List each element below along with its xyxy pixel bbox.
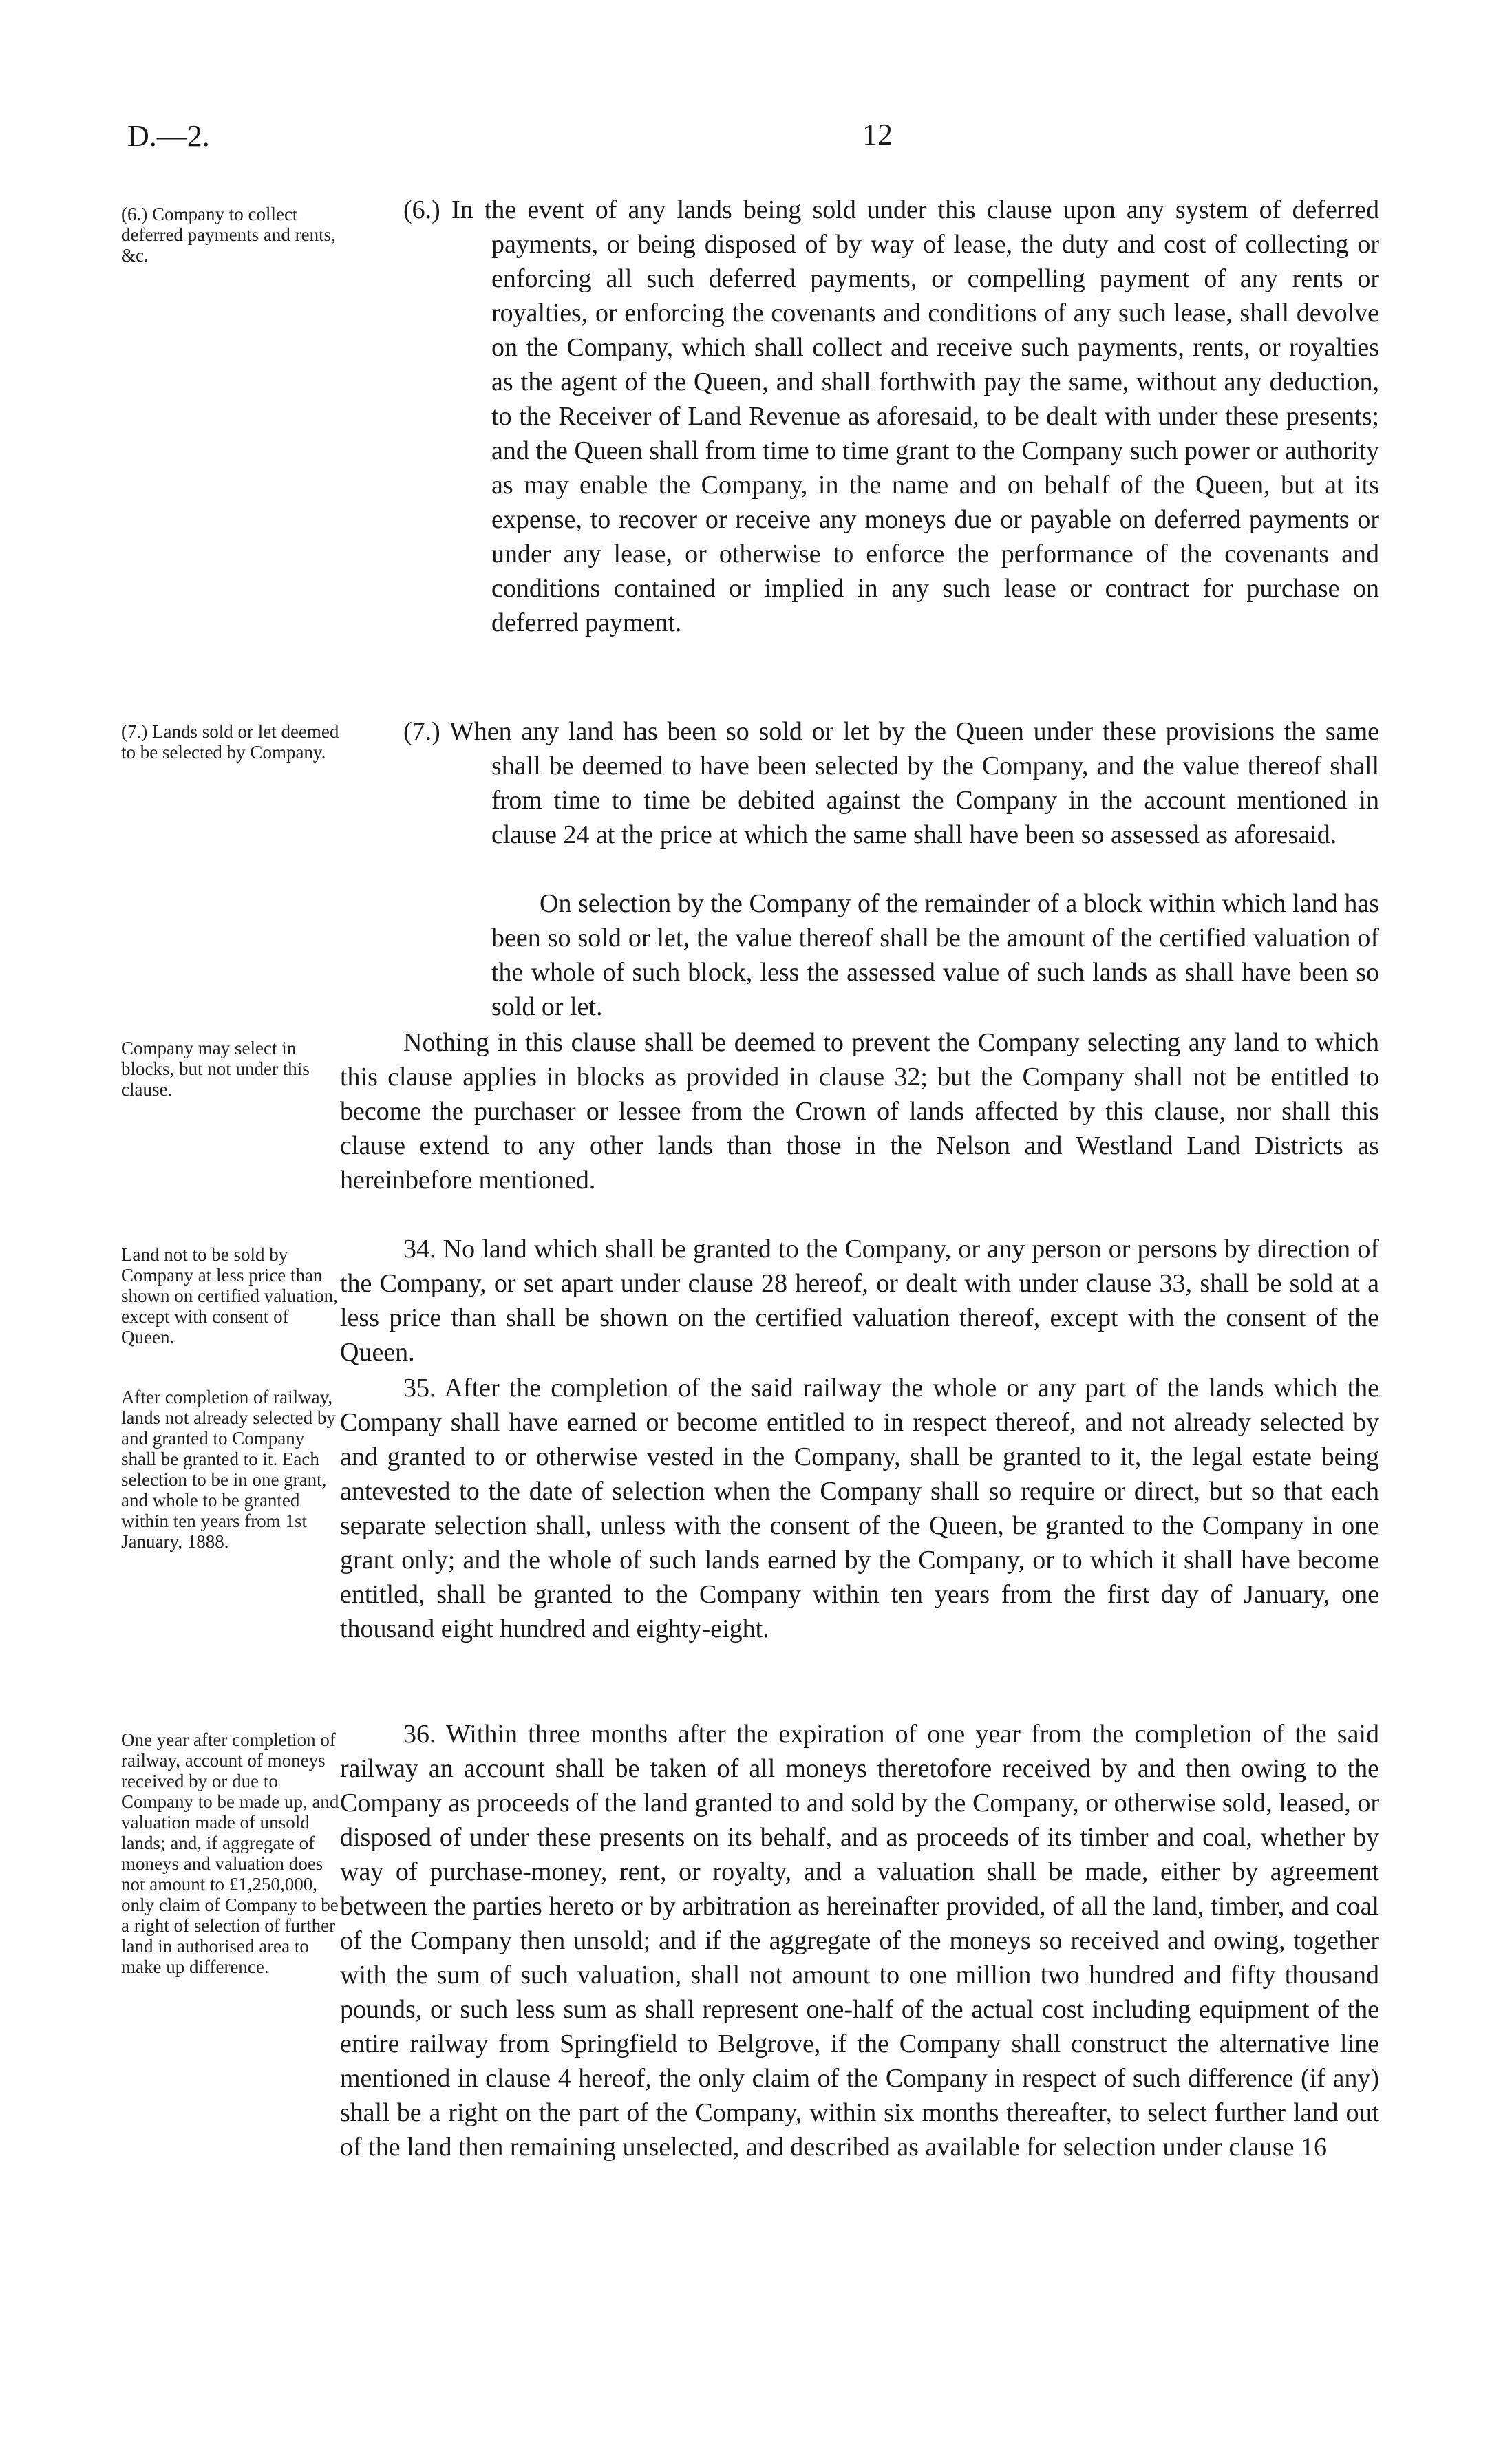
margin-note: Land not to be sold by Company at less price than shown on certified valuation, except with consent of Queen. — [121, 1244, 338, 1347]
clause-paragraph: 34. No land which shall be granted to the Company, or any person or persons by direction of the Company, or set apart under clause 28 hereof, or dealt with under clause 33, shall be sold at a less price than shall be shown on the certified valuation thereof, except with the consent of the Queen. — [340, 1235, 1379, 1367]
clause-paragraph: (6.) In the event of any lands being sold under this clause upon any system of deferred payments, or being disposed of by way of lease, the duty and cost of collecting or enforcing all such deferred payments, or compelling payment of any rents or royalties, or enforcing the covenants and conditions of any such lease, shall devolve on the Company, which shall collect and receive such payments, rents, or royalties as the agent of the Queen, and shall forthwith pay the same, without any deduction, to the Receiver of Land Revenue as aforesaid, to be dealt with under these presents; and the Queen shall from time to time grant to the Company such power or authority as may enable the Company, in the name and on behalf of the Queen, but at its expense, to recover or receive any moneys due or payable on deferred payments or under any lease, or otherwise to enforce the performance of the covenants and conditions contained or implied in any such lease or contract for purchase on deferred payment. — [403, 195, 1379, 637]
clause-paragraph: 36. Within three months after the expiration of one year from the completion of the said railway an account shall be taken of all moneys theretofore received by and then owing to the Company as proceeds of the land granted to and sold by the Company, or otherwise sold, leased, or disposed of under these presents on its behalf, and as proceeds of its timber and coal, whether by way of purchase-money, rent, or royalty, and a valuation shall be made, either by agreement between the parties hereto or by arbitration as hereinafter provided, of all the land, timber, and coal of the Company then unsold; and if the aggregate of the moneys so received and owing, together with the sum of such valuation, shall not amount to one million two hundred and fifty thousand pounds, or such less sum as shall represent one-half of the actual cost including equipment of the entire railway from Springfield to Belgrove, if the Company shall construct the alternative line mentioned in clause 4 hereof, the only claim of the Company in respect of such difference (if any) shall be a right on the part of the Company, within six months thereafter, to select further land out of the land then remaining unselected, and described as available for selection under clause 16 — [340, 1720, 1379, 2162]
page-number: 12 — [862, 118, 893, 151]
margin-note: One year after completion of railway, account of moneys received by or due to Company to be made up, and valuation made of unsold lands; and, if aggregate of moneys and valuation does not amount to £1,250,000, only claim of Company to be a right of selection of further land in authorised area to make up difference. — [121, 1729, 339, 1977]
margin-note: After completion of railway, lands not already selected by and granted to Company shall be granted to it. Each selection to be in one grant, and whole to be granted within ten years from 1st January, 1888. — [121, 1387, 336, 1552]
document-reference: D.—2. — [127, 119, 210, 153]
clause-paragraph: (7.) When any land has been so sold or let by the Queen under these provisions the same shall be deemed to have been selected by the Company, and the value thereof shall from time to time be debited against the Company in the account mentioned in clause 24 at the price at which the same shall have been so assessed as aforesaid. — [403, 717, 1379, 849]
clause-paragraph: On selection by the Company of the remainder of a block within which land has been so sold or let, the value thereof shall be the amount of the certified valuation of the whole of such block, less the assessed value of such lands as shall have been so sold or let. — [491, 889, 1379, 1021]
clause-paragraph: 35. After the completion of the said railway the whole or any part of the lands which the Company shall have earned or become entitled to in respect thereof, and not already selected by and granted to or otherwise vested in the Company, shall be granted to it, the legal estate being antevested to the date of selection when the Company shall so require or direct, but so that each separate selection shall, unless with the consent of the Queen, be granted to the Company in one grant only; and the whole of such lands earned by the Company, or to which it shall have become entitled, shall be granted to the Company within ten years from the first day of January, one thousand eight hundred and eighty-eight. — [340, 1374, 1379, 1643]
margin-note: (6.) Company to collect deferred payments and rents, &c. — [121, 204, 336, 266]
margin-note: Company may select in blocks, but not under this clause. — [121, 1038, 310, 1100]
margin-note: (7.) Lands sold or let deemed to be selected by Company. — [121, 721, 339, 763]
clause-paragraph: Nothing in this clause shall be deemed to prevent the Company selecting any land to which this clause applies in blocks as provided in clause 32; but the Company shall not be entitled to become the purchaser or lessee from the Crown of lands affected by this clause, nor shall this clause extend to any other lands than those in the Nelson and Westland Land Districts as hereinbefore mentioned. — [340, 1028, 1379, 1195]
